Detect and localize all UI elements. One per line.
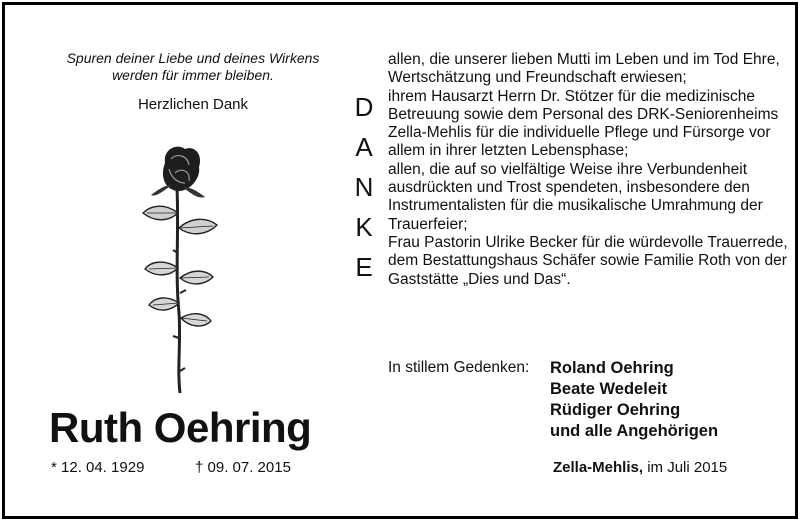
danke-letter: D <box>354 92 374 122</box>
mourners-list <box>550 358 718 442</box>
thanks-paragraph: allen, die unserer lieben Mutti im Leben und im Tod Ehre, Wertschätzung und Freundschaft erwiesen; <box>388 51 780 87</box>
place-date <box>553 459 727 476</box>
thanks-paragraph: allen, die auf so vielfältige Weise ihre Verbundenheit ausdrückten und Trost spendeten, insbesondere den Instrumentalisten für die musikalische Umrahmung der Trauerfeier; <box>388 160 763 233</box>
mourner-name: Roland Oehring <box>550 359 674 377</box>
rose-icon <box>125 143 235 395</box>
motto-line: Spuren deiner Liebe und deines Wirkens <box>66 50 320 66</box>
danke-letter: N <box>354 172 374 202</box>
thanks-text <box>388 51 788 289</box>
danke-vertical <box>349 87 379 287</box>
motto-line: werden für immer bleiben. <box>112 67 274 83</box>
motto <box>41 50 345 84</box>
memory-label: In stillem Gedenken: <box>388 359 530 376</box>
thanks-paragraph: Frau Pastorin Ulrike Becker für die würdevolle Trauerrede, dem Bestattungshaus Schäfer sowie Familie Roth von der Gaststätte „Dies und Das“. <box>388 233 788 288</box>
mourner-name: und alle Angehörigen <box>550 422 719 440</box>
death-date: † 09. 07. 2015 <box>195 459 291 476</box>
mourner-name: Beate Wedeleit <box>550 380 668 398</box>
deceased-name: Ruth Oehring <box>49 404 312 451</box>
thanks-heading: Herzlichen Dank <box>137 96 249 113</box>
notice-frame <box>2 2 798 519</box>
danke-letter: E <box>355 252 373 282</box>
danke-letter: A <box>355 132 373 162</box>
mourner-name: Rüdiger Oehring <box>550 401 681 419</box>
place-city: Zella-Mehlis, <box>553 459 644 476</box>
thanks-paragraph: ihrem Hausarzt Herrn Dr. Stötzer für die medizinische Betreuung sowie dem Personal des DRK-Seniorenheims Zella-Mehlis für die individuelle Pflege und Fürsorge vor allem in ihrer letzten Lebensphase; <box>388 87 779 160</box>
danke-letter: K <box>355 212 373 242</box>
place-month: im Juli 2015 <box>647 459 728 476</box>
birth-date: * 12. 04. 1929 <box>51 459 145 476</box>
